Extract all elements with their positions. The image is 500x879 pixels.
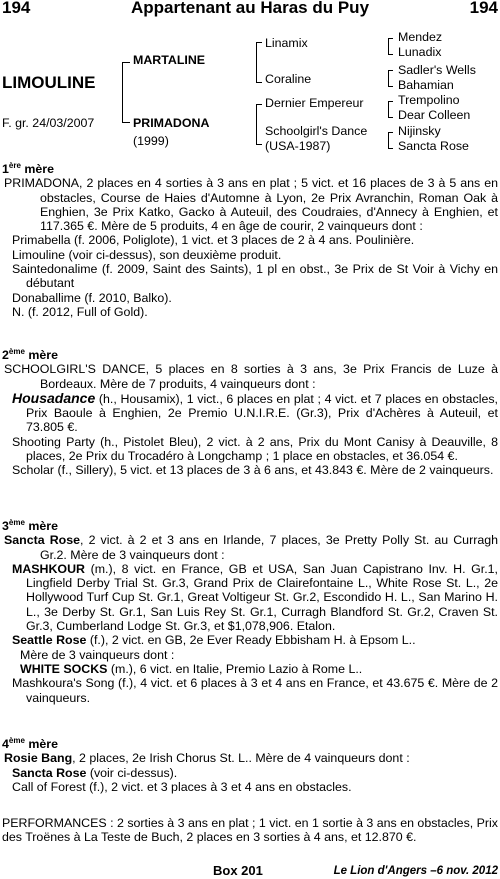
winner-name: Seattle Rose <box>12 633 87 648</box>
lot-number-left: 194 <box>2 0 31 17</box>
produce-entry: Donaballime (f. 2010, Balko). <box>12 290 172 305</box>
produce-entry: Housadance (h., Housamix), 1 vict., 6 places en plat ; 4 vict. et 7 places en obstacles, Prix Baoule à Enghien, 2e Premio U.N.I.R.E. (Gr.3), Prix d'Achères à Auteuil, et 73.805 €. <box>12 389 498 435</box>
dam-record: Rosie Bang, 2 places, 2e Irish Chorus St. L.. Mère de 4 vainqueurs dont : <box>4 751 410 766</box>
bracket-tick <box>388 101 393 102</box>
produce-entry: Sancta Rose (voir ci-dessus). <box>12 765 178 780</box>
first-dam-section <box>2 162 498 319</box>
grandsire-1: Linamix <box>265 36 308 50</box>
dam-record: PRIMADONA, 2 places en 4 sorties à 3 ans en plat ; 5 vict. et 16 places de 3 à 5 ans en obstacles, Course de Haies d'Automne à Lyon, 2e Prix Avranchin, Roman Oak à Enghien, 3e Prix Katko, Gacko à Auteuil, des Coudraies, d'Annecy à Enghien, et 117.365 €. Mère de 5 produits, 4 en âge de courir, 2 vainqueurs dont : <box>4 176 498 234</box>
granddam-1: Coraline <box>265 72 312 86</box>
ggp-8: Sancta Rose <box>398 139 469 153</box>
pedigree-tree <box>0 24 500 160</box>
section-heading: 3ème mère <box>2 517 58 533</box>
fourth-dam-section <box>2 737 498 794</box>
winner-name: Sancta Rose <box>12 765 87 780</box>
bracket-tick <box>388 117 393 118</box>
horse-name: LIMOULINE <box>2 73 96 92</box>
dam-record: SCHOOLGIRL'S DANCE, 5 places en 8 sorties à 3 ans, 3e Prix Francis de Luze à Bordeaux. Mère de 7 produits, 4 vainqueurs dont : <box>4 362 498 391</box>
produce-entry: Mashkoura's Song (f.), 4 vict. et 6 places à 3 et 4 ans en France, et 43.675 €. Mère de 2 vainqueurs. <box>12 676 498 705</box>
bracket-line <box>256 104 257 144</box>
ggp-4: Bahamian <box>398 78 454 92</box>
produce-entry: Limouline (voir ci-dessus), son deuxième produit. <box>12 247 282 262</box>
bracket-tick <box>256 82 262 83</box>
produce-entry: Seattle Rose (f.), 2 vict. en GB, 2e Ever Ready Ebbisham H. à Epsom L.. <box>12 633 416 648</box>
produce-entry: Shooting Party (h., Pistolet Bleu), 2 vict. à 2 ans, Prix du Mont Canisy à Deauville, 8 places, 2e Prix du Trocadéro à Longchamp ; 1 place en obstacles, et 36.054 €. <box>12 434 498 464</box>
produce-entry: Primabella (f. 2006, Poliglote), 1 vict. et 3 places de 2 à 4 ans. Poulinière. <box>12 233 415 248</box>
winner-name: MASHKOUR <box>12 561 85 576</box>
ggp-5: Trempolino <box>398 93 460 107</box>
bracket-tick <box>256 42 262 43</box>
section-heading: 1ère mère <box>2 160 54 176</box>
second-dam-section <box>2 348 498 478</box>
dam-name: PRIMADONA <box>133 116 210 130</box>
bracket-line <box>388 38 389 54</box>
bracket-tick <box>122 62 130 63</box>
bracket-tick <box>388 132 393 133</box>
bracket-tick <box>388 86 393 87</box>
page-header <box>0 0 500 20</box>
section-heading: 2ème mère <box>2 346 58 362</box>
grandsire-2: Dernier Empereur <box>265 96 364 110</box>
bracket-line <box>388 101 389 117</box>
performances <box>2 816 498 845</box>
section-heading: 4ème mère <box>2 735 58 751</box>
horse-details: F. gr. 24/03/2007 <box>2 116 95 130</box>
sale-info: Le Lion d'Angers –6 nov. 2012 <box>333 865 498 877</box>
dam-record: Sancta Rose, 2 vict. à 2 et 3 ans en Irlande, 7 places, 3e Pretty Polly St. au Curragh Gr.2. Mère de 3 vainqueurs dont : <box>4 533 498 562</box>
ggp-1: Mendez <box>398 30 443 44</box>
granddam-2: Schoolgirl's Dance <box>265 124 368 138</box>
granddam-2-origin: (USA-1987) <box>265 139 331 153</box>
bracket-line <box>388 132 389 148</box>
bracket-tick <box>122 122 130 123</box>
winner-name: Housadance <box>12 389 96 406</box>
lot-number-right: 194 <box>469 0 498 17</box>
produce-entry: N. (f. 2012, Full of Gold). <box>12 304 148 319</box>
performances-text: PERFORMANCES : 2 sorties à 3 ans en plat ; 1 vict. en 1 sortie à 3 ans en obstacles, Prix des Troënes à La Teste de Buch, 2 places en 3 sorties à 4 ans, et 12.870 €. <box>2 816 498 845</box>
bracket-tick <box>256 144 262 145</box>
third-dam-section <box>2 519 498 705</box>
produce-entry: Saintedonalime (f. 2009, Saint des Saints), 1 pl en obst., 3e Prix de St Voir à Vichy en débutant <box>12 262 498 291</box>
bracket-tick <box>388 70 393 71</box>
bracket-tick <box>388 148 393 149</box>
produce-note: Mère de 3 vainqueurs dont : <box>20 647 175 662</box>
bracket-line <box>122 62 123 122</box>
ggp-3: Sadler's Wells <box>398 63 476 77</box>
ggp-7: Nijinsky <box>398 124 441 138</box>
produce-entry: Scholar (f., Sillery), 5 vict. et 13 places de 3 à 6 ans, et 43.843 €. Mère de 2 vainqueurs. <box>12 463 494 478</box>
bracket-line <box>388 70 389 86</box>
dam-name: Sancta Rose <box>4 533 81 548</box>
bracket-tick <box>256 104 262 105</box>
winner-name: WHITE SOCKS <box>20 661 108 676</box>
dam-year: (1999) <box>133 134 169 148</box>
bracket-tick <box>388 38 393 39</box>
produce-entry: Call of Forest (f.), 2 vict. et 3 places à 3 et 4 ans en obstacles. <box>12 779 352 794</box>
page-footer <box>0 864 500 879</box>
ggp-2: Lunadix <box>398 45 442 59</box>
sire-name: MARTALINE <box>133 53 206 67</box>
produce-entry: MASHKOUR (m.), 8 vict. en France, GB et USA, San Juan Capistrano Inv. H. Gr.1, Lingfield Derby Trial St. Gr.3, Grand Prix de Clairefontaine L., White Rose St. L., 2e Hollywood Turf Cup St. Gr.1, Great Voltigeur St. Gr.2, Escondido H. L., San Marino H. L., 3e Derby St. Gr.1, San Luis Rey St. Gr.1, Curragh Blandford St. Gr.2, Craven St. Gr.3, Cumberland Lodge St. Gr.3, et $1,078,906. Etalon. <box>12 561 498 634</box>
box-number: Box 201 <box>213 863 263 878</box>
page-title: Appartenant au Haras du Puy <box>130 0 370 17</box>
dam-name: Rosie Bang <box>4 751 73 766</box>
ggp-6: Dear Colleen <box>398 108 471 122</box>
bracket-tick <box>388 54 393 55</box>
produce-entry: WHITE SOCKS (m.), 6 vict. en Italie, Premio Lazio à Rome L.. <box>20 661 363 676</box>
bracket-line <box>256 42 257 82</box>
